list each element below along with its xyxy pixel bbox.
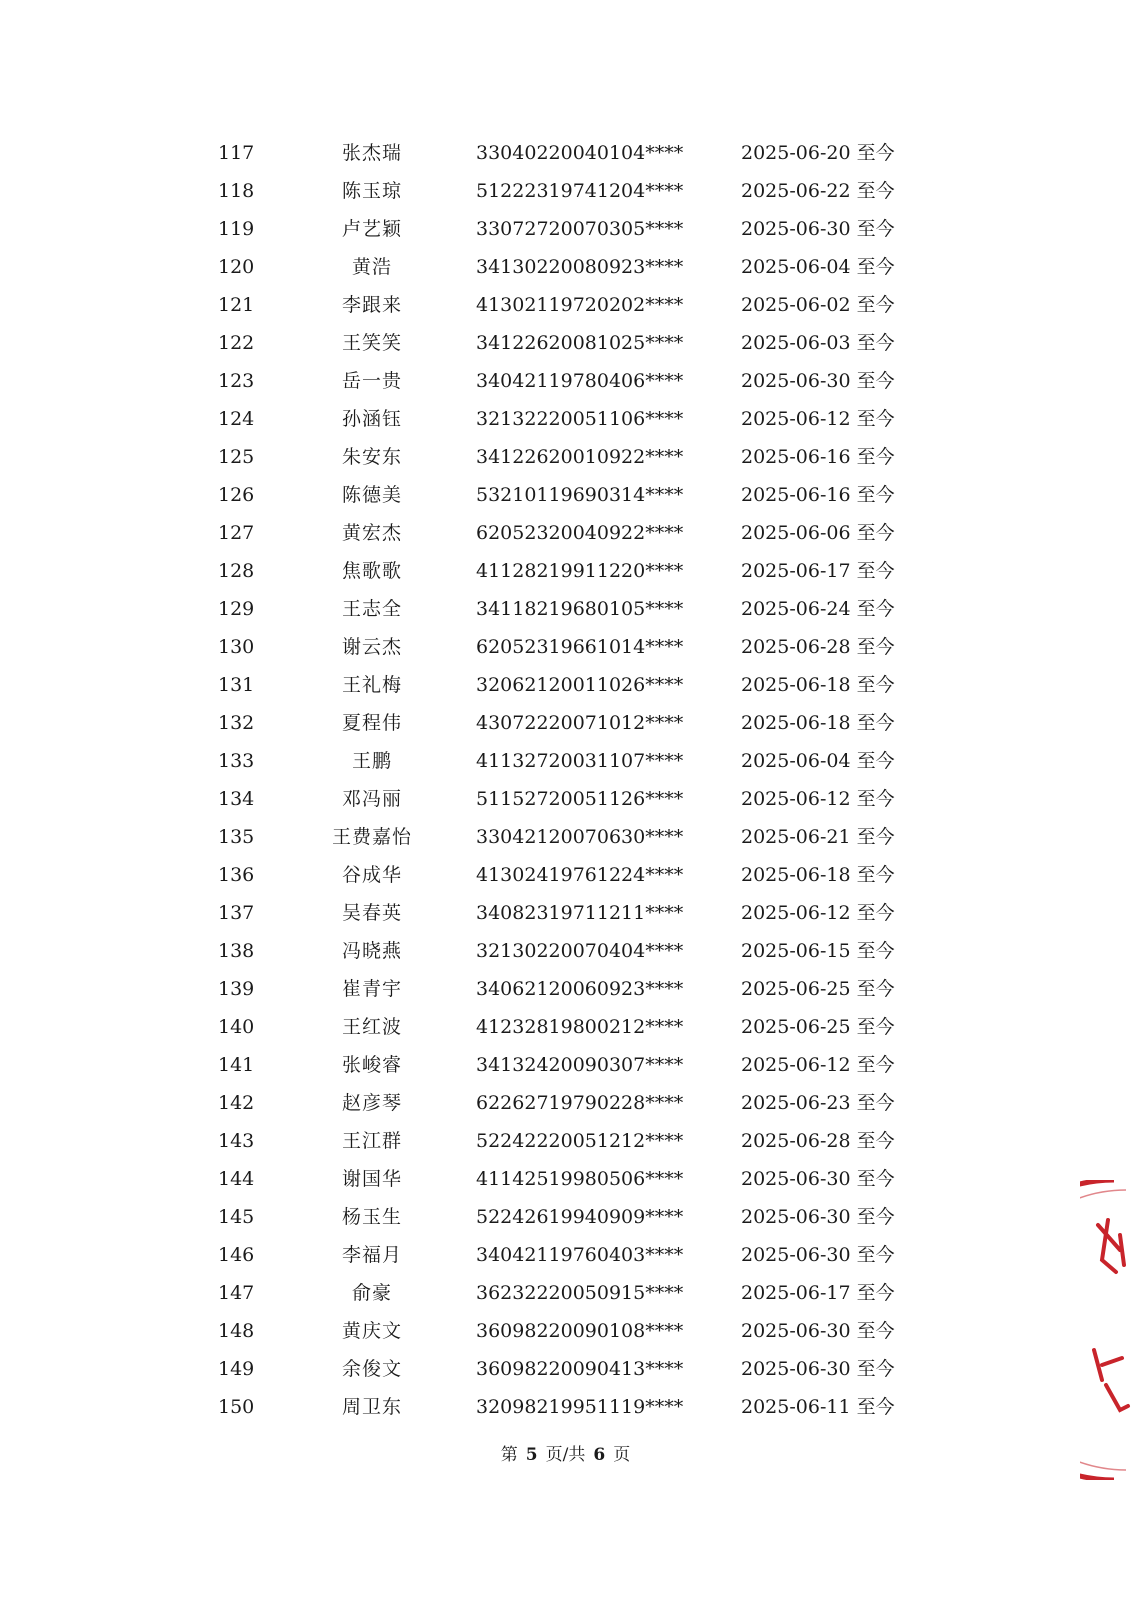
person-name: 黄浩 <box>351 256 392 278</box>
row-number: 136 <box>218 864 255 886</box>
id-number: 51152720051126**** <box>476 788 684 810</box>
table-row <box>0 745 1131 783</box>
id-number: 34062120060923**** <box>476 978 684 1000</box>
id-number: 36098220090108**** <box>476 1320 684 1342</box>
id-number: 36098220090413**** <box>476 1358 684 1380</box>
start-date: 2025-06-15 至今 <box>741 940 895 962</box>
id-number: 34122620081025**** <box>476 332 684 354</box>
table-row <box>0 897 1131 935</box>
start-date: 2025-06-28 至今 <box>741 1130 895 1152</box>
start-date: 2025-06-11 至今 <box>741 1396 895 1418</box>
start-date: 2025-06-12 至今 <box>741 408 895 430</box>
id-number: 34118219680105**** <box>476 598 684 620</box>
person-name: 王红波 <box>341 1016 402 1038</box>
start-date: 2025-06-30 至今 <box>741 218 895 240</box>
row-number: 146 <box>218 1244 255 1266</box>
id-number: 34042119760403**** <box>476 1244 684 1266</box>
table-row <box>0 327 1131 365</box>
person-name: 王鹏 <box>351 750 392 772</box>
person-name: 李福月 <box>341 1244 402 1266</box>
start-date: 2025-06-25 至今 <box>741 1016 895 1038</box>
row-number: 118 <box>218 180 255 202</box>
id-number: 32130220070404**** <box>476 940 684 962</box>
table-row <box>0 251 1131 289</box>
row-number: 147 <box>218 1282 255 1304</box>
start-date: 2025-06-18 至今 <box>741 864 895 886</box>
row-number: 126 <box>218 484 255 506</box>
person-name: 崔青宇 <box>341 978 402 1000</box>
id-number: 41232819800212**** <box>476 1016 684 1038</box>
row-number: 122 <box>218 332 255 354</box>
row-number: 124 <box>218 408 255 430</box>
table-row <box>0 479 1131 517</box>
table-row <box>0 821 1131 859</box>
person-name: 俞豪 <box>351 1282 392 1304</box>
row-number: 129 <box>218 598 255 620</box>
start-date: 2025-06-18 至今 <box>741 674 895 696</box>
start-date: 2025-06-22 至今 <box>741 180 895 202</box>
id-number: 41302419761224**** <box>476 864 684 886</box>
row-number: 121 <box>218 294 255 316</box>
person-name: 陈玉琼 <box>341 180 402 202</box>
table-row <box>0 783 1131 821</box>
official-seal-icon <box>1080 1180 1131 1480</box>
table-row <box>0 555 1131 593</box>
footer-middle: 页/共 <box>545 1445 586 1465</box>
table-row <box>0 669 1131 707</box>
person-name: 陈德美 <box>341 484 402 506</box>
person-name: 卢艺颖 <box>341 218 402 240</box>
row-number: 142 <box>218 1092 255 1114</box>
person-name: 邓冯丽 <box>341 788 402 810</box>
row-number: 144 <box>218 1168 255 1190</box>
id-number: 34122620010922**** <box>476 446 684 468</box>
table-row <box>0 1125 1131 1163</box>
id-number: 62262719790228**** <box>476 1092 684 1114</box>
person-name: 夏程伟 <box>341 712 402 734</box>
start-date: 2025-06-04 至今 <box>741 750 895 772</box>
id-number: 53210119690314**** <box>476 484 684 506</box>
id-number: 51222319741204**** <box>476 180 684 202</box>
table-row <box>0 707 1131 745</box>
id-number: 41128219911220**** <box>476 560 684 582</box>
start-date: 2025-06-12 至今 <box>741 902 895 924</box>
person-name: 张杰瑞 <box>341 142 402 164</box>
id-number: 34082319711211**** <box>476 902 684 924</box>
id-number: 43072220071012**** <box>476 712 684 734</box>
person-name: 李跟来 <box>341 294 402 316</box>
id-number: 36232220050915**** <box>476 1282 684 1304</box>
table-row <box>0 441 1131 479</box>
table-row <box>0 1239 1131 1277</box>
table-row <box>0 1315 1131 1353</box>
start-date: 2025-06-16 至今 <box>741 484 895 506</box>
person-name: 岳一贵 <box>341 370 402 392</box>
table-row <box>0 1353 1131 1391</box>
person-name: 王礼梅 <box>341 674 402 696</box>
table-row <box>0 1049 1131 1087</box>
person-name: 王费嘉怡 <box>331 826 412 848</box>
person-name: 冯晓燕 <box>341 940 402 962</box>
start-date: 2025-06-17 至今 <box>741 560 895 582</box>
start-date: 2025-06-30 至今 <box>741 1320 895 1342</box>
start-date: 2025-06-25 至今 <box>741 978 895 1000</box>
id-number: 52242220051212**** <box>476 1130 684 1152</box>
id-number: 33040220040104**** <box>476 142 684 164</box>
row-number: 132 <box>218 712 255 734</box>
row-number: 117 <box>218 142 255 164</box>
start-date: 2025-06-12 至今 <box>741 1054 895 1076</box>
row-number: 127 <box>218 522 255 544</box>
person-name: 谷成华 <box>341 864 402 886</box>
start-date: 2025-06-30 至今 <box>741 1358 895 1380</box>
start-date: 2025-06-21 至今 <box>741 826 895 848</box>
table-row <box>0 365 1131 403</box>
row-number: 134 <box>218 788 255 810</box>
person-name: 黄宏杰 <box>341 522 402 544</box>
table-row <box>0 631 1131 669</box>
table-row <box>0 403 1131 441</box>
person-name: 王志全 <box>341 598 402 620</box>
row-number: 123 <box>218 370 255 392</box>
row-number: 139 <box>218 978 255 1000</box>
row-number: 130 <box>218 636 255 658</box>
row-number: 138 <box>218 940 255 962</box>
footer-suffix: 页 <box>613 1445 631 1465</box>
id-number: 41132720031107**** <box>476 750 684 772</box>
table-row <box>0 973 1131 1011</box>
footer-prefix: 第 <box>500 1445 518 1465</box>
table-row <box>0 1163 1131 1201</box>
start-date: 2025-06-30 至今 <box>741 1244 895 1266</box>
person-name: 杨玉生 <box>341 1206 402 1228</box>
table-row <box>0 1391 1131 1429</box>
table-row <box>0 859 1131 897</box>
start-date: 2025-06-20 至今 <box>741 142 895 164</box>
start-date: 2025-06-30 至今 <box>741 370 895 392</box>
id-number: 32132220051106**** <box>476 408 684 430</box>
start-date: 2025-06-23 至今 <box>741 1092 895 1114</box>
row-number: 119 <box>218 218 255 240</box>
start-date: 2025-06-16 至今 <box>741 446 895 468</box>
id-number: 32062120011026**** <box>476 674 684 696</box>
id-number: 41302119720202**** <box>476 294 684 316</box>
table-row <box>0 175 1131 213</box>
id-number: 34130220080923**** <box>476 256 684 278</box>
table-row <box>0 137 1131 175</box>
row-number: 149 <box>218 1358 255 1380</box>
row-number: 125 <box>218 446 255 468</box>
row-number: 133 <box>218 750 255 772</box>
id-number: 32098219951119**** <box>476 1396 684 1418</box>
footer-current-page: 5 <box>525 1445 538 1465</box>
person-name: 王江群 <box>341 1130 402 1152</box>
start-date: 2025-06-12 至今 <box>741 788 895 810</box>
table-row <box>0 517 1131 555</box>
person-name: 周卫东 <box>341 1396 402 1418</box>
table-row <box>0 213 1131 251</box>
table-row <box>0 593 1131 631</box>
id-number: 62052319661014**** <box>476 636 684 658</box>
person-name: 谢国华 <box>341 1168 402 1190</box>
start-date: 2025-06-03 至今 <box>741 332 895 354</box>
table-row <box>0 1011 1131 1049</box>
id-number: 34132420090307**** <box>476 1054 684 1076</box>
start-date: 2025-06-02 至今 <box>741 294 895 316</box>
footer-total-pages: 6 <box>593 1445 606 1465</box>
row-number: 120 <box>218 256 255 278</box>
person-name: 朱安东 <box>341 446 402 468</box>
person-name: 余俊文 <box>341 1358 402 1380</box>
row-number: 148 <box>218 1320 255 1342</box>
table-row <box>0 1087 1131 1125</box>
id-number: 33042120070630**** <box>476 826 684 848</box>
person-name: 黄庆文 <box>341 1320 402 1342</box>
person-name: 张峻睿 <box>341 1054 402 1076</box>
page-footer <box>0 1443 1131 1467</box>
start-date: 2025-06-24 至今 <box>741 598 895 620</box>
id-number: 52242619940909**** <box>476 1206 684 1228</box>
start-date: 2025-06-30 至今 <box>741 1168 895 1190</box>
start-date: 2025-06-28 至今 <box>741 636 895 658</box>
person-name: 吴春英 <box>341 902 402 924</box>
row-number: 128 <box>218 560 255 582</box>
person-name: 王笑笑 <box>341 332 402 354</box>
start-date: 2025-06-04 至今 <box>741 256 895 278</box>
table-row <box>0 1277 1131 1315</box>
person-name: 焦歌歌 <box>341 560 402 582</box>
row-number: 140 <box>218 1016 255 1038</box>
table-row <box>0 289 1131 327</box>
start-date: 2025-06-30 至今 <box>741 1206 895 1228</box>
id-number: 62052320040922**** <box>476 522 684 544</box>
person-name: 赵彦琴 <box>341 1092 402 1114</box>
row-number: 131 <box>218 674 255 696</box>
start-date: 2025-06-17 至今 <box>741 1282 895 1304</box>
row-number: 145 <box>218 1206 255 1228</box>
id-number: 41142519980506**** <box>476 1168 684 1190</box>
table-row <box>0 1201 1131 1239</box>
id-number: 33072720070305**** <box>476 218 684 240</box>
row-number: 143 <box>218 1130 255 1152</box>
id-number: 34042119780406**** <box>476 370 684 392</box>
start-date: 2025-06-06 至今 <box>741 522 895 544</box>
person-name: 谢云杰 <box>341 636 402 658</box>
table-row <box>0 935 1131 973</box>
roster-table <box>0 137 1131 1429</box>
row-number: 141 <box>218 1054 255 1076</box>
person-name: 孙涵钰 <box>341 408 402 430</box>
row-number: 135 <box>218 826 255 848</box>
row-number: 150 <box>218 1396 255 1418</box>
row-number: 137 <box>218 902 255 924</box>
start-date: 2025-06-18 至今 <box>741 712 895 734</box>
